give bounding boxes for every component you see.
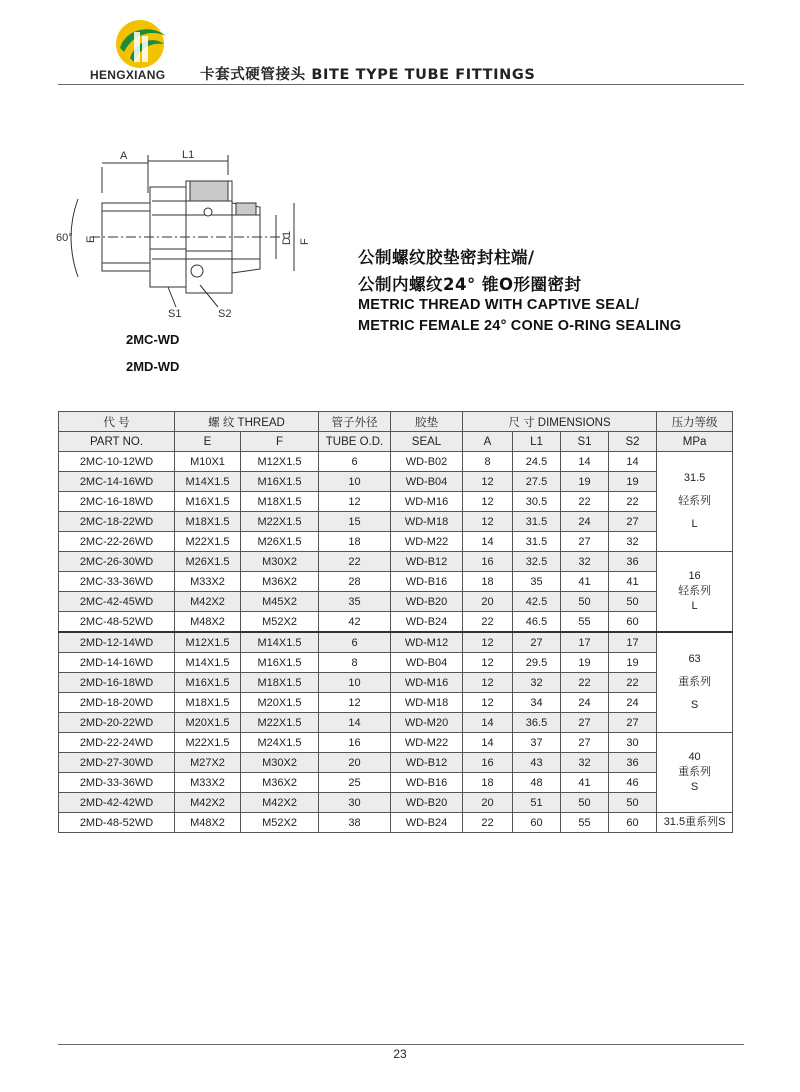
- table-cell-part: 2MD-42-42WD: [59, 793, 175, 813]
- table-cell-od: 10: [319, 472, 391, 492]
- dim-label-f: F: [299, 238, 311, 245]
- table-cell-s1: 32: [561, 552, 609, 572]
- table-cell-s2: 50: [609, 793, 657, 813]
- table-cell-f: M36X2: [241, 773, 319, 793]
- table-row: [59, 632, 733, 653]
- dim-label-s1: S1: [168, 308, 182, 320]
- page-header-title: 卡套式硬管接头 BITE TYPE TUBE FITTINGS: [200, 67, 536, 83]
- table-cell-s2: 32: [609, 532, 657, 552]
- description-zh-line1: 公制螺纹胶垫密封柱端/: [358, 248, 535, 267]
- table-cell-part: 2MC-14-16WD: [59, 472, 175, 492]
- table-cell-e: M18X1.5: [175, 512, 241, 532]
- table-cell-e: M16X1.5: [175, 492, 241, 512]
- table-cell-l1: 31.5: [513, 532, 561, 552]
- table-cell-f: M24X1.5: [241, 733, 319, 753]
- table-cell-s2: 14: [609, 452, 657, 472]
- table-row: [59, 492, 733, 512]
- table-cell-s1: 22: [561, 673, 609, 693]
- table-cell-f: M42X2: [241, 793, 319, 813]
- description-en-line1: METRIC THREAD WITH CAPTIVE SEAL/: [358, 297, 640, 313]
- table-cell-a: 20: [463, 793, 513, 813]
- table-cell-s1: 41: [561, 572, 609, 592]
- pressure-code: L: [691, 518, 698, 530]
- table-cell-part: 2MC-10-12WD: [59, 452, 175, 472]
- table-cell-od: 22: [319, 552, 391, 572]
- table-row: [59, 532, 733, 552]
- table-cell-part: 2MD-18-20WD: [59, 693, 175, 713]
- table-row: [59, 693, 733, 713]
- table-cell-s1: 19: [561, 653, 609, 673]
- table-cell-part: 2MD-22-24WD: [59, 733, 175, 753]
- table-cell-od: 35: [319, 592, 391, 612]
- table-cell-seal: WD-B16: [391, 773, 463, 793]
- table-cell-s2: 22: [609, 673, 657, 693]
- table-cell-s1: 41: [561, 773, 609, 793]
- table-cell-a: 14: [463, 532, 513, 552]
- table-cell-a: 20: [463, 592, 513, 612]
- table-cell-seal: WD-M22: [391, 733, 463, 753]
- table-cell-s2: 60: [609, 612, 657, 633]
- table-cell-s2: 27: [609, 713, 657, 733]
- table-row: [59, 612, 733, 633]
- table-cell-seal: WD-M18: [391, 512, 463, 532]
- pressure-class-cell: [657, 733, 733, 813]
- table-cell-s2: 36: [609, 552, 657, 572]
- table-cell-l1: 42.5: [513, 592, 561, 612]
- table-row: [59, 773, 733, 793]
- table-cell-s2: 30: [609, 733, 657, 753]
- table-cell-a: 12: [463, 492, 513, 512]
- table-header-row-2: [59, 432, 733, 452]
- table-cell-a: 12: [463, 673, 513, 693]
- table-cell-s1: 14: [561, 452, 609, 472]
- table-cell-l1: 24.5: [513, 452, 561, 472]
- header-a: A: [463, 432, 513, 452]
- table-cell-part: 2MC-22-26WD: [59, 532, 175, 552]
- table-cell-a: 12: [463, 512, 513, 532]
- table-cell-e: M14X1.5: [175, 653, 241, 673]
- table-header-row-1: [59, 412, 733, 432]
- pressure-class-cell: [657, 813, 733, 833]
- table-cell-od: 6: [319, 452, 391, 472]
- pressure-series: 轻系列: [678, 585, 712, 597]
- header-pressure: 压力等级: [657, 412, 733, 432]
- table-cell-seal: WD-M18: [391, 693, 463, 713]
- table-cell-seal: WD-B24: [391, 813, 463, 833]
- table-cell-e: M33X2: [175, 773, 241, 793]
- table-cell-l1: 34: [513, 693, 561, 713]
- table-cell-od: 38: [319, 813, 391, 833]
- table-cell-l1: 51: [513, 793, 561, 813]
- table-cell-part: 2MD-14-16WD: [59, 653, 175, 673]
- table-cell-seal: WD-B16: [391, 572, 463, 592]
- table-row: [59, 673, 733, 693]
- table-cell-s1: 19: [561, 472, 609, 492]
- table-cell-part: 2MC-42-45WD: [59, 592, 175, 612]
- table-cell-od: 20: [319, 753, 391, 773]
- table-cell-od: 28: [319, 572, 391, 592]
- table-cell-s1: 24: [561, 512, 609, 532]
- table-cell-s2: 50: [609, 592, 657, 612]
- table-cell-e: M26X1.5: [175, 552, 241, 572]
- table-row: [59, 472, 733, 492]
- table-cell-l1: 31.5: [513, 512, 561, 532]
- table-cell-e: M14X1.5: [175, 472, 241, 492]
- table-cell-e: M27X2: [175, 753, 241, 773]
- table-cell-seal: WD-B24: [391, 612, 463, 633]
- table-row: [59, 753, 733, 773]
- table-cell-s2: 36: [609, 753, 657, 773]
- header-mpa: MPa: [657, 432, 733, 452]
- table-row: [59, 592, 733, 612]
- header-code: 代 号: [59, 412, 175, 432]
- table-cell-f: M18X1.5: [241, 492, 319, 512]
- table-cell-a: 22: [463, 813, 513, 833]
- pressure-value: 31.5重系列S: [663, 816, 726, 828]
- table-row: [59, 813, 733, 833]
- table-cell-f: M20X1.5: [241, 693, 319, 713]
- table-cell-seal: WD-M16: [391, 673, 463, 693]
- dim-label-s2: S2: [218, 308, 232, 320]
- table-cell-s1: 50: [561, 793, 609, 813]
- table-cell-s2: 22: [609, 492, 657, 512]
- table-cell-s2: 60: [609, 813, 657, 833]
- table-cell-s1: 32: [561, 753, 609, 773]
- header-seal-zh: 胶垫: [391, 412, 463, 432]
- table-cell-part: 2MC-33-36WD: [59, 572, 175, 592]
- model-code-2mc: 2MC-WD: [126, 332, 180, 347]
- table-cell-s1: 24: [561, 693, 609, 713]
- table-cell-f: M14X1.5: [241, 632, 319, 653]
- table-cell-e: M33X2: [175, 572, 241, 592]
- table-cell-s1: 50: [561, 592, 609, 612]
- table-cell-s1: 27: [561, 733, 609, 753]
- table-cell-s1: 55: [561, 612, 609, 633]
- table-cell-od: 16: [319, 733, 391, 753]
- model-code-2md: 2MD-WD: [126, 359, 180, 374]
- table-row: [59, 552, 733, 572]
- table-cell-a: 14: [463, 713, 513, 733]
- table-row: [59, 793, 733, 813]
- table-cell-a: 18: [463, 773, 513, 793]
- table-cell-e: M16X1.5: [175, 673, 241, 693]
- table-cell-od: 6: [319, 632, 391, 653]
- dim-label-a: A: [120, 150, 128, 162]
- table-cell-s2: 19: [609, 653, 657, 673]
- pressure-series: 重系列: [678, 766, 712, 778]
- table-cell-od: 12: [319, 693, 391, 713]
- table-cell-l1: 27: [513, 632, 561, 653]
- table-cell-f: M22X1.5: [241, 512, 319, 532]
- spec-table: [58, 411, 733, 833]
- table-cell-part: 2MD-20-22WD: [59, 713, 175, 733]
- table-cell-f: M30X2: [241, 552, 319, 572]
- pressure-value: 63: [688, 653, 701, 665]
- table-cell-od: 12: [319, 492, 391, 512]
- table-cell-od: 8: [319, 653, 391, 673]
- table-cell-seal: WD-B02: [391, 452, 463, 472]
- logo-icon: [108, 18, 172, 70]
- header-l1: L1: [513, 432, 561, 452]
- table-cell-seal: WD-B04: [391, 472, 463, 492]
- pressure-class-cell: [657, 632, 733, 733]
- table-cell-f: M36X2: [241, 572, 319, 592]
- table-row: [59, 572, 733, 592]
- description-en-line2: METRIC FEMALE 24° CONE O-RING SEALING: [358, 318, 682, 334]
- table-cell-f: M18X1.5: [241, 673, 319, 693]
- table-cell-l1: 43: [513, 753, 561, 773]
- table-cell-e: M10X1: [175, 452, 241, 472]
- header-e: E: [175, 432, 241, 452]
- table-cell-e: M22X1.5: [175, 733, 241, 753]
- table-cell-s2: 17: [609, 632, 657, 653]
- header-tube: 管子外径: [319, 412, 391, 432]
- table-cell-l1: 35: [513, 572, 561, 592]
- table-cell-part: 2MC-48-52WD: [59, 612, 175, 633]
- page-number: 23: [393, 1047, 407, 1061]
- table-cell-seal: WD-B12: [391, 753, 463, 773]
- table-cell-seal: WD-B04: [391, 653, 463, 673]
- table-cell-od: 30: [319, 793, 391, 813]
- table-cell-part: 2MD-27-30WD: [59, 753, 175, 773]
- header-s1: S1: [561, 432, 609, 452]
- table-cell-a: 22: [463, 612, 513, 633]
- table-cell-f: M12X1.5: [241, 452, 319, 472]
- table-cell-seal: WD-B20: [391, 592, 463, 612]
- pressure-value: 31.5: [683, 472, 706, 484]
- pressure-value: 40: [688, 751, 701, 763]
- table-cell-l1: 30.5: [513, 492, 561, 512]
- pressure-code: L: [691, 600, 698, 612]
- table-cell-f: M22X1.5: [241, 713, 319, 733]
- pressure-series: 轻系列: [678, 495, 712, 507]
- table-cell-s1: 17: [561, 632, 609, 653]
- header-thread: 螺 纹 THREAD: [175, 412, 319, 432]
- table-cell-od: 15: [319, 512, 391, 532]
- table-cell-a: 18: [463, 572, 513, 592]
- table-cell-l1: 32.5: [513, 552, 561, 572]
- fitting-drawing: [50, 145, 340, 335]
- header-tube-od: TUBE O.D.: [319, 432, 391, 452]
- table-cell-part: 2MD-16-18WD: [59, 673, 175, 693]
- table-cell-s2: 41: [609, 572, 657, 592]
- table-cell-seal: WD-M16: [391, 492, 463, 512]
- table-row: [59, 733, 733, 753]
- table-cell-e: M20X1.5: [175, 713, 241, 733]
- header-dimensions: 尺 寸 DIMENSIONS: [463, 412, 657, 432]
- table-cell-a: 16: [463, 552, 513, 572]
- table-cell-od: 14: [319, 713, 391, 733]
- pressure-value: 16: [688, 570, 701, 582]
- pressure-class-cell: [657, 552, 733, 633]
- table-cell-a: 12: [463, 653, 513, 673]
- pressure-series: 重系列: [678, 676, 712, 688]
- table-cell-l1: 37: [513, 733, 561, 753]
- table-cell-seal: WD-B12: [391, 552, 463, 572]
- table-cell-e: M22X1.5: [175, 532, 241, 552]
- table-cell-e: M42X2: [175, 592, 241, 612]
- table-row: [59, 653, 733, 673]
- table-cell-a: 12: [463, 472, 513, 492]
- table-cell-a: 16: [463, 753, 513, 773]
- table-cell-l1: 29.5: [513, 653, 561, 673]
- table-cell-part: 2MC-16-18WD: [59, 492, 175, 512]
- description-zh-line2: 公制内螺纹24° 锥O形圈密封: [358, 275, 582, 294]
- table-row: [59, 713, 733, 733]
- table-cell-s2: 19: [609, 472, 657, 492]
- table-cell-f: M52X2: [241, 813, 319, 833]
- table-cell-f: M26X1.5: [241, 532, 319, 552]
- header-divider: [58, 84, 744, 85]
- table-cell-l1: 48: [513, 773, 561, 793]
- dim-label-e: E: [85, 235, 97, 243]
- table-cell-f: M16X1.5: [241, 653, 319, 673]
- table-cell-part: 2MD-12-14WD: [59, 632, 175, 653]
- table-cell-part: 2MD-33-36WD: [59, 773, 175, 793]
- table-cell-l1: 46.5: [513, 612, 561, 633]
- dim-label-angle: 60°: [56, 232, 73, 244]
- table-row: [59, 512, 733, 532]
- table-cell-e: M42X2: [175, 793, 241, 813]
- header-seal: SEAL: [391, 432, 463, 452]
- header-s2: S2: [609, 432, 657, 452]
- table-cell-s2: 46: [609, 773, 657, 793]
- table-cell-a: 12: [463, 632, 513, 653]
- table-cell-part: 2MD-48-52WD: [59, 813, 175, 833]
- table-cell-seal: WD-M22: [391, 532, 463, 552]
- table-cell-e: M18X1.5: [175, 693, 241, 713]
- table-cell-seal: WD-M12: [391, 632, 463, 653]
- header-f: F: [241, 432, 319, 452]
- table-cell-seal: WD-M20: [391, 713, 463, 733]
- table-cell-s2: 27: [609, 512, 657, 532]
- table-cell-l1: 36.5: [513, 713, 561, 733]
- table-cell-l1: 27.5: [513, 472, 561, 492]
- table-cell-a: 8: [463, 452, 513, 472]
- header-part-no: PART NO.: [59, 432, 175, 452]
- table-cell-part: 2MC-26-30WD: [59, 552, 175, 572]
- table-cell-od: 10: [319, 673, 391, 693]
- table-cell-s1: 27: [561, 713, 609, 733]
- dim-label-l1: L1: [182, 149, 195, 161]
- table-cell-f: M16X1.5: [241, 472, 319, 492]
- table-cell-a: 14: [463, 733, 513, 753]
- footer-divider: [58, 1044, 744, 1045]
- table-cell-e: M48X2: [175, 612, 241, 633]
- table-cell-l1: 60: [513, 813, 561, 833]
- pressure-class-cell: [657, 452, 733, 552]
- table-cell-od: 18: [319, 532, 391, 552]
- pressure-code: S: [690, 781, 699, 793]
- table-cell-s1: 27: [561, 532, 609, 552]
- table-cell-e: M48X2: [175, 813, 241, 833]
- table-cell-f: M30X2: [241, 753, 319, 773]
- table-cell-a: 12: [463, 693, 513, 713]
- table-cell-part: 2MC-18-22WD: [59, 512, 175, 532]
- table-cell-s1: 55: [561, 813, 609, 833]
- table-cell-od: 42: [319, 612, 391, 633]
- table-cell-f: M52X2: [241, 612, 319, 633]
- table-row: [59, 452, 733, 472]
- table-cell-l1: 32: [513, 673, 561, 693]
- table-cell-s1: 22: [561, 492, 609, 512]
- table-cell-seal: WD-B20: [391, 793, 463, 813]
- brand-name: HENGXIANG: [90, 68, 166, 82]
- table-cell-s2: 24: [609, 693, 657, 713]
- dim-label-d1: D1: [281, 230, 293, 245]
- table-cell-od: 25: [319, 773, 391, 793]
- pressure-code: S: [690, 699, 699, 711]
- table-cell-e: M12X1.5: [175, 632, 241, 653]
- table-cell-f: M45X2: [241, 592, 319, 612]
